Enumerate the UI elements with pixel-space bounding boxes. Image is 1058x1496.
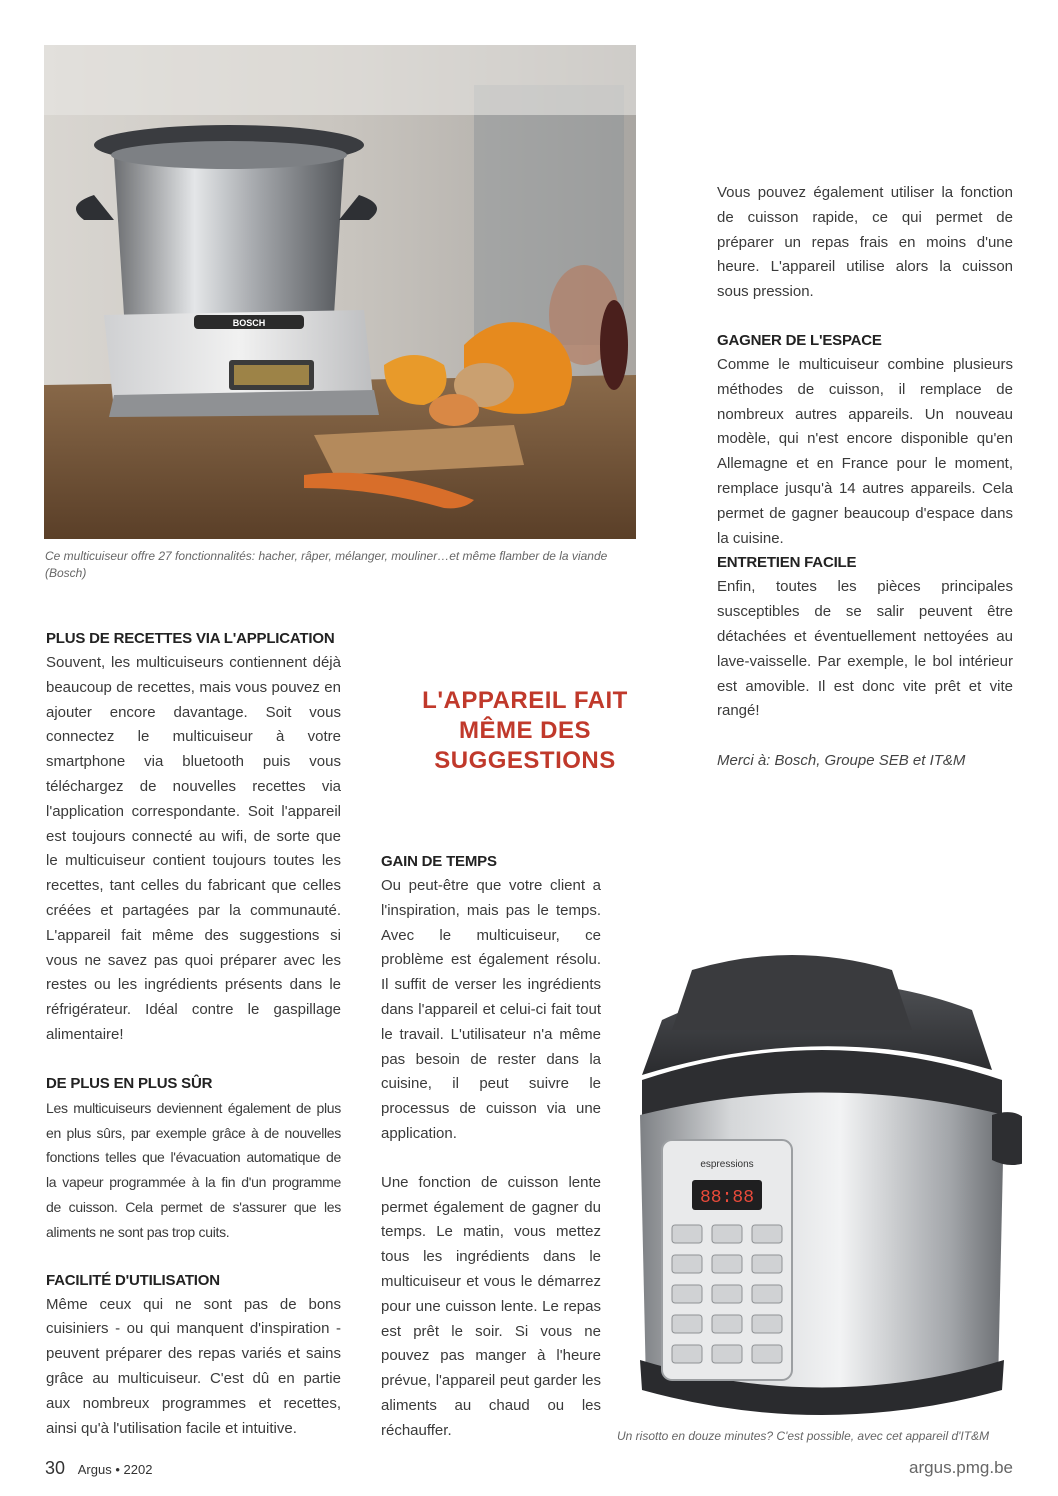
heading-safety: DE PLUS EN PLUS SÛR [46,1074,213,1092]
body-slow-cooking: Une fonction de cuisson lente permet également de gagner du temps. Le matin, vous mettez tous les ingrédients dans le multicuiseur et vous le démarrez pour une cuisson lente. Le repas est prêt le soir. Si vous ne pouvez pas manger à l'heure prévue, l'appareil peut garder les aliments au chaud ou les réchauffer. [381,1173,601,1439]
column-left [46,627,341,1441]
pressure-cooker-photo [622,930,1022,1430]
body-save-space: Comme le multicuiseur combine plusieurs méthodes de cuisson, il remplace de nombreux autres appareils. Un nouveau modèle, qui n'est encore disponible qu'en Allemagne et en France pour le moment, remplace jusqu'à 14 autres appareils. Cela permet de gagner beaucoup d'espace dans la cuisine. [717,355,1013,547]
led-display: 88:88 [699,1188,755,1208]
column-right [717,181,1013,724]
body-recipes-app: Souvent, les multicuiseurs contiennent déjà beaucoup de recettes, mais vous pouvez en ajouter encore davantage. Soit vous connectez le multicuiseur à votre smartphone via bluetooth puis vous téléchargez de nouvelles recettes via l'application correspondante. Soit l'appareil est toujours connecté au wifi, de sorte que le multicuiseur contient toujours toutes les recettes, tant celles du fabricant que celles créées et partagées par la communauté. L'appareil fait même des suggestions si vous ne savez pas quoi préparer avec les restes ou les ingrédients présents dans le réfrigérateur. Idéal contre le gaspillage alimentaire! [46,654,341,1043]
heading-ease-of-use: FACILITÉ D'UTILISATION [46,1271,220,1289]
thanks-note: Merci à: Bosch, Groupe SEB et IT&M [717,752,966,769]
heading-save-space: GAGNER DE L'ESPACE [717,331,882,349]
body-safety: Les multicuiseurs deviennent également de plus en plus sûrs, par exemple grâce à de nouvelles fonctions telles que l'évacuation automatique de la vapeur programmée à la fin d'un programme de cuisson. Cela permet de s'assurer que les aliments ne sont pas trop cuits. [46,1099,341,1240]
bottom-image-caption: Un risotto en douze minutes? C'est possible, avec cet appareil d'IT&M [617,1429,990,1443]
espressions-brand-label: espressions [700,1159,754,1170]
kitchen-photo-bosch [44,45,636,539]
pull-quote-line: SUGGESTIONS [434,747,616,774]
pull-quote-line: MÊME DES [458,717,591,744]
body-time-saving: Ou peut-être que votre client a l'inspiration, mais pas le temps. Avec le multicuiseur, ce problème est également résolu. Il suffit de verser les ingrédients dans l'appareil et celui-ci fait tout le travail. L'utilisateur n'a même pas besoin de rester dans la cuisine, il peut suivre le processus de cuisson via une application. [381,877,601,1142]
pull-quote [395,686,655,776]
page-number: 30 [45,1458,66,1478]
body-ease-of-use: Même ceux qui ne sont pas de bons cuisiniers - ou qui manquent d'inspiration - peuvent préparer des repas variés et sains grâce au multicuiseur. C'est dû en partie aux nombreux programmes et recettes, ainsi qu'à l'utilisation facile et intuitive. [46,1295,341,1437]
magazine-issue: Argus • 2202 [77,1462,153,1477]
heading-easy-maintenance: ENTRETIEN FACILE [717,554,857,572]
pull-quote-line: L'APPAREIL FAIT [422,687,628,714]
heading-time-saving: GAIN DE TEMPS [381,853,497,870]
body-pressure-cooking: Vous pouvez également utiliser la fonction de cuisson rapide, ce qui permet de préparer un repas frais en moins d'une heure. L'appareil utilise alors la cuisson sous pression. [717,184,1013,301]
bosch-brand-label: BOSCH [232,318,266,328]
heading-recipes-app: PLUS DE RECETTES VIA L'APPLICATION [46,630,335,647]
website-link[interactable]: argus.pmg.be [909,1458,1013,1477]
body-easy-maintenance: Enfin, toutes les pièces principales susceptibles de se salir peuvent être détachées et éventuellement nettoyées au lave-vaisselle. Par exemple, le bol intérieur est amovible. Il est donc vite prêt et vite rangé! [717,578,1013,720]
footer-issue [45,1458,152,1479]
column-middle [381,850,601,1444]
top-image-caption: Ce multicuiseur offre 27 fonctionnalités: hacher, râper, mélanger, mouliner…et même flamber de la viande (Bosch) [45,549,608,580]
